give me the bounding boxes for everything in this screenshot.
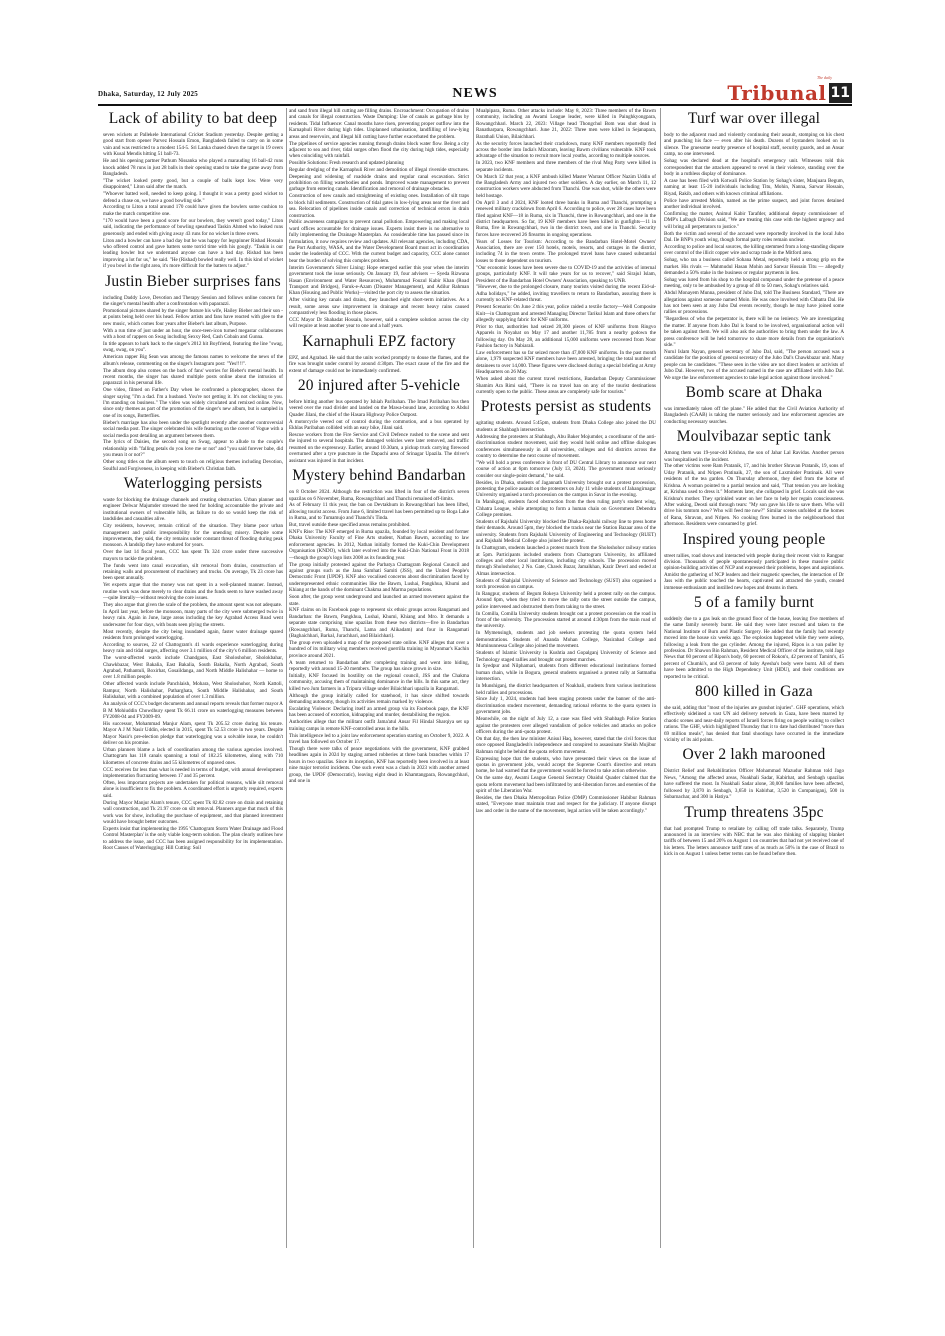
story-paragraph: Experts insist that implementing the 1995 'Chattogram Storm Water Drainage and Flood Control Masterplan' is the only viable long-term solution. The plan clearly outlines how to address the issue, and CCC has been assigned responsibility for its implementation. Root Causes of Waterlogging: Hill Cutting: Soil xyxy=(103,825,283,852)
news-story xyxy=(664,428,844,527)
story-paragraph: District Relief and Rehabilitation Officer Mohammad Mazudur Rahman told Jago News, "Among the affected areas, Noakhali Sadar, Kabirhat, and Senbagh upazilas have suffered the most. In Noakhali Sadar alone, 30,000 families have been affected, followed by 3,870 in Senbagh, 3,650 in Kabirhat, 3,520 in Companiganj, 500 in Subarnachar, and 300 in Hatiya." xyxy=(664,768,844,801)
news-story xyxy=(103,110,283,270)
story-paragraph: Rescue workers from the Fire Service and Civil Defence rushed to the scene and sent the injured to several hospitals. The damaged vehicles were later removed, and traffic resumed on the expressway. Earlier, around 10.30am, a pickup truck carrying firewood overturned after a tyre puncture in the Dapachi area of Srinagar Upazila. The driver's assistant was injured in that incident. xyxy=(289,432,469,464)
story-paragraph: The worst-affected wards include Chandgaon, East Sholoshohor, Sholokbahar, Chawkbazar, West Bakalia, East Bakalia, South Bakalia, North Agrabad, South Agrabad, Pathantuli, Boxirhat, Gosaildanga, and North Middle Halishahar — home to over 1.8 million people. xyxy=(103,655,283,681)
story-paragraph: In 2023, two KNF members and three members of the rival Mog Party were killed in separate incidents. xyxy=(476,160,656,173)
tribunal-logo xyxy=(727,75,852,105)
story-paragraph: waste for blocking the drainage channels and creating obstruction. Urban planner and engineer Delwar Majumder stressed the need for holding accountable the private and institutional owners of vulnerable hills, as failure to do so would keep the risk of landslides and casualties alive. xyxy=(103,497,283,523)
news-story xyxy=(289,333,469,374)
story-paragraph: Interim Government's Silver Lining: Hope emerged earlier this year when the interim government took the issue seriously. On January 19, four advisers — Syeda Rizwana Hasan (Environment and Water Resources), Muhammad Fouzul Kabir Khan (Road Transport and Bridges), Faruk-e-Azam (Disaster Management), and Adilur Rahman Khan (Housing and Public Works)—visited the port city to assess the situation. xyxy=(289,264,469,297)
edition-date: Dhaka, Saturday, 12 July 2025 xyxy=(98,90,199,98)
story-paragraph: EPZ, and Agrabad. He said that the units worked promptly to douse the flames, and the fire was brought under control by around 4:30pm. The exact cause of the fire and the extent of damage could not be immediately confirmed. xyxy=(289,354,469,374)
news-story xyxy=(103,475,283,851)
story-paragraph: Years of Losses for Tourism: According to the Bandarban Hotel-Motel Owners' Association, there are over 150 hotels, motels, resorts, and cottages in the district, including 74 in the town centre. The prolonged travel bans have caused substantial losses to those dependent on tourism. xyxy=(476,238,656,264)
news-story xyxy=(664,746,844,800)
story-paragraph: Over the last 14 fiscal years, CCC has spent Tk 324 crore under three successive mayors to tackle the problem. xyxy=(103,549,283,562)
news-story xyxy=(664,384,844,425)
story-paragraph: "The wicket looked pretty good, but a couple of balls kept low. Were very disappointed," Liton said after the match. xyxy=(103,177,283,191)
story-paragraph: Authorities allege that the militant outfit Jama'atul Ansar Fil Hindal Sharqiya set up training camps in remote KNF-controlled areas in the hills. xyxy=(289,719,469,732)
story-paragraph: Present Scenario: On June 2 this year, police raided a textile factory—Well Composite Knit—in Chattogram and arrested Managing Director Tarikul Islam and three others for allegedly supplying fabric for KNF uniforms. xyxy=(476,304,656,323)
story-paragraph: agitating students. Around 5:45pm, students from Dhaka College also joined the DU students at Shahbagh intersection. xyxy=(476,420,656,433)
story-paragraph: Regular dredging of the Karnaphuli River and demolition of illegal riverside structures. Deepening and widening of roadside drains and regular canal excavation. Strict prohibition on filling waterbodies and ponds. Improved waste management to prevent garbage from entering canals. Identification and removal of drainage obstacles. xyxy=(289,167,469,193)
story-paragraph: As the security forces launched their crackdown, many KNF members reportedly fled across the border into India's Mizoram, leaving Bawm civilians vulnerable. KNF took advantage of the situation to recruit more local youths, according to multiple sources. xyxy=(476,140,656,160)
story-paragraph: An analysis of CCC's budget documents and annual reports reveals that former mayor A B M Mohiuddin Chowdhury spent Tk 66.11 crore on waterlogging measures between FY2008-04 and FY2009-09. xyxy=(103,701,283,720)
story-paragraph: As of February 11 this year, the ban on Devtakhum in Rowangchhari has been lifted, allowing tourist access. From June 6, limited travel has been permitted up to Boga Lake in Ruma, and to Tumamujo and Thanchi's Tinda. xyxy=(289,502,469,522)
story-paragraph: body to the adjacent road and violently continuing their assault, stomping on his chest and punching his face — even after his death. Dozens of bystanders looked on in silence. The gruesome nearby presence of hospital staff, security guards, and an Ansar camp, no one intervened. xyxy=(664,132,844,158)
story-paragraph: After visiting key canals and drains, they launched eight short-term initiatives. As a result, some areas saw improvement in drainage and recent heavy rains caused comparatively less flooding in those places. xyxy=(289,297,469,317)
news-story xyxy=(476,108,656,395)
story-paragraph: Promotional pictures shared by the singer feature his wife, Hailey Bieber and their son - at points being held over his head. Fellow artists and fans have reacted with glee to the new music, which comes four years after Bieber's last album, Purpose. xyxy=(103,307,283,327)
story-paragraph: On that day, the then law minister Anisul Haq, however, stated that the civil forces that once opposed Bangladesh's independence and conspired to assassinate Sheikh Mujibur Rahman might be behind the quota reform movement. xyxy=(476,735,656,755)
story-paragraph: Among them was 19-year-old Krishna, the son of Jahar Lal Ravidas. Another person was hospitalised in the incident. xyxy=(664,450,844,463)
story-paragraph: Liton and a bowler can have a bad day but he was happy for legspinner Rishad Hossain who offered control and gave batters some torrid time with his googly. "Taskin is our leading bowler but we understand anyone can have a bad day. Rishad has been improving a lot for us," he said. "He (Rishad) bowled really well. In this kind of wicket if you bowl in the right area, it's more difficult for the batters to adjust." xyxy=(103,237,283,270)
story-paragraph: Prior to that, authorities had seized 20,300 pieces of KNF uniforms from Ringvo Apparels in Noyahat on May 17 and another 11,785 from a nearby godown the following day. On May 28, an additional 15,000 uniforms were recovered from Noor Fashion factory in Nabiarali. xyxy=(476,323,656,350)
news-story xyxy=(664,531,844,591)
column-2 xyxy=(289,108,469,1248)
story-paragraph: Sohag was declared dead at the hospital's emergency unit. Witnesses told this correspondent that the attackers appeared to revel in their violence, standing over the body in a ruthless display of dominance. xyxy=(664,158,844,177)
story-paragraph: The group even uploaded a map of the proposed state online. KNF alleges that over a hundred of its military wing members received guerrilla training in Myanmar's Kachin province around 2021. xyxy=(289,639,469,659)
story-paragraph: Initially, KNF focused its hostility on the regional council, JSS and the Chakma community, accusing them of maintaining dominance in the hills. In this same act, they killed two Jum farmers in a Tripura village under Bilaichhari upazila in Rangamati. xyxy=(289,672,469,692)
news-story xyxy=(289,377,469,464)
story-paragraph: In Rangpur, students of Begum Rokeya University held a protest rally on the campus. Around 6pm, when they tried to move the rally onto the street outside the campus, police intervened and obstructed them from taking to the street. xyxy=(476,590,656,610)
story-headline[interactable]: Turf war over illegal xyxy=(687,110,821,127)
story-paragraph: on 8 October 2024. Although the restriction was lifted in four of the district's seven upazilas on 6 November, Ruma, Rowangchhari and Thanchi remained off-limits. xyxy=(289,489,469,502)
story-paragraph: "Regardless of who the perpetrator is, there will be no leniency. We are investigating the matter. If anyone from Jubo Dal is found to be involved, organisational action will be taken against them. We will also ask the authorities to bring them under the law. A press conference will be held tomorrow to share more details from the organisation's side." xyxy=(664,316,844,348)
logo-tagline: The daily xyxy=(817,75,832,80)
story-paragraph: Other affected wards include Panchlaish, Mohara, West Sholoshohor, North Kattoli, Rampur, North Halishahar, Patharghata, South Middle Halishahar, and South Halishahar, with a combined population of over 1.3 million. xyxy=(103,681,283,701)
story-paragraph: Confirming the matter, Animul Kabir Tarafder, additional deputy commissioner of DMP's Lalbagh Division said, "We are treating this case with the highest urgency and will bring all perpetrators to justice." xyxy=(664,210,844,230)
story-paragraph: A case has been filed with Kotwali Police Station by Sohag's sister, Manjuara Begum, naming at least 15-20 individuals including Titu, Mohin, Nanna, Sarwar Hossain, Riyad, Rakib, and others with known criminal affiliations. xyxy=(664,177,844,197)
story-paragraph: Nurul Islam Nayan, general secretary of Jubo Dal, said, "The person accused was a candidate for the position of general secretary of the Jubo Dal's Chawkbazar unit. Many people can be candidates. "These seen in the video are not direct leaders or activists of Jubo Dal. However, two of the accused named in the case are affiliated with Jubo Dal. We urge the law enforcement agencies to take legal action against those involved." xyxy=(664,348,844,381)
column-rule xyxy=(473,108,474,1248)
story-paragraph: before hitting another bus operated by Ishiah Paribahan. The Imad Paribahan bus then veered over the road divider and landed on the Mawa-bound lane, according to Abdul Quader Jilani, the chief of the Hasara Highway Police Outpost. xyxy=(289,399,469,418)
story-paragraph: that had prompted Trump to retaliate by calling off trade talks. Separately, Trump announced in an interview with NBC that he was also thinking of slapping blanket tariffs of between 15 and 20% on August 1 on countries that had not yet received one of his letters. The letters announce tariff rates of as much as 50% in the case of Brazil to kick in on August 1 unless better terms can be found before then. xyxy=(664,825,844,858)
story-headline[interactable]: Inspired young people xyxy=(682,530,826,548)
story-paragraph: In Manikganj, students faced obstruction from the then ruling party's student wing, Chhatra League, while attempting to form a human chain on Government Debendra College premises. xyxy=(476,499,656,519)
section-title: NEWS xyxy=(452,86,498,101)
story-headline[interactable]: Bomb scare at Dhaka xyxy=(685,383,823,401)
story-headline[interactable]: Waterlogging persists xyxy=(123,475,263,492)
story-paragraph: On March 12 that year, a KNF ambush killed Master Warrant Officer Nazim Uddin of the Bangladesh Army and injured two other soldiers. A day earlier, on March 11, 12 construction workers were abducted from Thanchi. One was shot, while the others were held hostage. xyxy=(476,173,656,199)
column-rule xyxy=(286,108,287,1248)
story-paragraph: City residents, however, remain critical of the situation. They blame poor urban management and public irresponsibility for the unending misery. Despite some improvements, they said, the city remains under constant threat of flooding during peak monsoon. A landslip they have endured for years. xyxy=(103,523,283,549)
story-paragraph: Both the victim and several of the accused were reportedly involved in the local Jubo Dal. Ile BNP's youth wing, though formal party roles remain unclear. xyxy=(664,230,844,243)
story-paragraph: Since July 1, 2024, students had been staging protests under the banner of the anti-discrimination student movement, demanding rational reforms to the quota system in government jobs. xyxy=(476,696,656,716)
story-paragraph: Meanwhile, on the night of July 12, a case was filed with Shahbagh Police Station against the protesters over alleged vandalism of police vehicles and attacks on police officers during the anti-quota protest. xyxy=(476,716,656,735)
column-3 xyxy=(476,108,656,1248)
story-paragraph: she said, adding that "most of the injuries are gunshot injuries". GHF operations, which effectively sidelined a vast UN aid delivery network in Gaza, have been marred by chaotic scenes and near-daily reports of Israeli forces firing on people waiting to collect rations. The GHF, which highlighted Thursday that it to date had distributed "more than 69 million meals", has denied that fatal shootings have occurred in the immediate vicinity of its aid points. xyxy=(664,705,844,744)
story-paragraph: Most recently, despite the city being inundated again, faster water drainage spared residents from prolonged waterlogging. xyxy=(103,628,283,642)
story-paragraph: Yet experts argue that the money was not spent in a well-planned manner. Instead, routine work was done merely to clear drains and the funds seem to have washed away—quite literally—without resolving the core issues. xyxy=(103,582,283,602)
story-paragraph: Addressing the protesters at Shahbagh, Abu Baker Mojumder, a coordinator of the anti-discrimination student movement, said they would hold online and offline dialogues conferences simultaneously in all universities, colleges and 64 districts across the country to determine the next course of movement. xyxy=(476,433,656,459)
story-paragraph: "We will hold a press conference in front of DU Central Library to announce our next course of action at 6pm tomorrow (July 13, 2024). The government must seriously consider our single-point demand," he said. xyxy=(476,459,656,479)
story-paragraph: Police have arrested Mohin, named as the prime suspect, and joint forces detained another individual involved. xyxy=(664,197,844,210)
story-paragraph: Although the group initially called for statehood, it has since shifted towards demanding autonomy, though its activities remain marked by violence. xyxy=(289,692,469,706)
story-headline[interactable]: Karnaphuli EPZ factory xyxy=(302,332,456,350)
story-paragraph: The pipelines of service agencies running through drains block water flow. Being a city adjacent to sea and river, tidal surges often flood the city during high tides, especially when coinciding with rainfall. xyxy=(289,140,469,160)
story-headline[interactable]: 800 killed in Gaza xyxy=(695,683,813,701)
story-paragraph: In Mymensingh, students and job seekers protesting the quota system held demonstrations. Students of Ananda Mohan College, Nasirabad College and Muminunnessa College also joined the movement. xyxy=(476,630,656,650)
story-paragraph: "170 would have been a good score for our bowlers, they weren't good today," Liton said, indicating the performance of bowling spearhead Taskin Ahmed who leaked runs generously and ended with giving away 43 runs for no wicket in three overs. xyxy=(103,217,283,237)
logo-number: 11 xyxy=(830,85,850,101)
story-paragraph: "However, due to the prolonged closure, many tourists visited during the recent Eid-ul-Adha holidays," he added, inviting travellers to return to Bandarban, assuring there is currently no KNF-related threat. xyxy=(476,284,656,304)
story-paragraph: On April 3 and 4 2024, KNF looted three banks in Ruma and Thanchi, prompting a renewed military crackdown from April 6. According to police, over 28 cases have been filed against KNF—18 in Ruma, six in Thanchi, three in Rowangchhari, and one in the district headquarters. So far, 19 KNF members have been killed in gunfights—11 in Ruma, five in Rowangchhari, two in the district town, and one in Thanchi. Security forces have recovered 26 firearms in ongoing operations. xyxy=(476,199,656,238)
story-paragraph: street rallies, road shows and interacted with people during their recent visit to Rangpur division. Thousands of people spontaneously participated in these massive public opinion-building activities of NCP and expressed their problems, hopes and aspirations. Amidst the gathering of NCP leaders and their magnetic speeches, the interaction of Dr Jass with the public touched the hearts, captivated and attracted the youth, created immense enthusiasm and instilled new hopes and dreams in them. xyxy=(664,552,844,591)
story-paragraph: Urban planners blame a lack of coordination among the various agencies involved. Chattogram has 118 canals spanning a total of 182.25 kilometres, along with 710 kilometres of concrete drains and 55 kilometres of unpaved ones. xyxy=(103,746,283,766)
news-story xyxy=(476,398,656,814)
story-paragraph: In Chattogram, students launched a protest march from the Sholoshohor railway station at 5pm. Participants included students from Chattogram University, its affiliated colleges and other local institutions, including city schools. The procession moved through Sholoshohor, 2 No. Gate, Chawk Bazar, Jamalkhan, Kazir Dewri and ended at Almas intersection. xyxy=(476,545,656,577)
story-paragraph: Law enforcement has so far seized more than 47,000 KNF uniforms. In the past month alone, 1,979 suspected KNF members have been arrested, bringing the total number of detainees to over 14,000. These figures were disclosed during a special briefing at Army Headquarters on 26 May. xyxy=(476,350,656,376)
story-paragraph: CCC Mayor Dr Shahadat Hossain, however, said a complete solution across the city will require at least another year to one and a half years. xyxy=(289,317,469,330)
story-paragraph: The funds went into canal excavation, silt removal from drains, construction of retaining walls and procurement of machinery and trucks. On average, Tk 23 crore has been spent annually. xyxy=(103,562,283,582)
story-paragraph: Escalating Violence: Declaring itself an armed group via its Facebook page, the KNF has been accused of extortion, kidnapping and murder, destabilising the region. xyxy=(289,706,469,719)
story-paragraph: But, travel outside these specified areas remains prohibited. xyxy=(289,522,411,529)
story-paragraph: Besides, in Dhaka, students of Jagannath University brought out a protest procession, protesting the police assault on the protesters on July 11 while students of Jahangirnagar University organised a torch procession on the campus in Savar in the evening. xyxy=(476,479,656,499)
logo-word: Tribunal xyxy=(727,81,827,105)
story-paragraph: Construction of new canals and straightening of existing ones. Installation of silt traps to block hill sediments. Construction of tidal gates in low-lying areas near the river and sea. Relocation of pipelines inside canals and correction of technical errors in drain construction. xyxy=(289,193,469,219)
story-paragraph: Sohag, who ran a business called Sohana Metal, reportedly held a strong grip on the market. His rivals — Mahmudul Hasan Mohin and Sarwar Hossain Titu — allegedly demanded a 50% stake in the business or regular payments in lieu. xyxy=(664,257,844,277)
story-paragraph: Students of Rajshahi University blocked the Dhaka-Rajshahi railway line to press home their demands. Around 5pm, they blocked the tracks near the Station Bazaar area of the university. Students from Rajshahi University of Engineering and Technology (RUET) and Rajshahi Medical College also joined the protest. xyxy=(476,518,656,545)
story-paragraph: He and his opening partner Pathum Nissanka who played a marauding 16 ball-42 runs knock added 78 runs in just 28 balls in their opening stand to take the game away from Bangladesh. xyxy=(103,158,283,177)
story-paragraph: Students of Shahjalal University of Science and Technology (SUST) also organised a torch procession on campus. xyxy=(476,577,656,591)
story-headline[interactable]: 5 of a family burnt xyxy=(693,593,815,611)
story-paragraph: On the same day, Awami League General Secretary Obaidul Quader claimed that the quota reform movement had been infiltrated by anti-liberation forces and enemies of the spirit of the Liberation War. xyxy=(476,775,656,795)
story-paragraph: Though there were talks of peace negotiations with the government, KNF grabbed headlines again in 2024 by staging armed robberies at three bank branches within 17 hours in two upazilas. Since its inception, KNF has reportedly been involved in at least nine major terrorist incidents. One such event was a clash in 2023 with another armed group, the UPDF (Democratic), leaving eight dead in Khamtangpara, Rowangchhari, and one in xyxy=(289,745,469,784)
story-paragraph: According to Liton a total around 170 could have given the bowlers some cushion to make the match competitive one. xyxy=(103,204,283,217)
story-paragraph: Public awareness campaigns to prevent canal pollution. Empowering and making local ward offices accountable for drainage issues. Experts insist there is no alternative to fully implementing the Drainage Masterplan. As considerable time has passed since its formulation, it now requires review and updates. All relevant agencies, including CDA, the Port Authority, WASA, and the Water Development Board must act in coordination under the leadership of CCC. With the current budget and capacity, CCC alone cannot bear the burden of solving this complex problem. xyxy=(289,219,469,264)
story-paragraph: In Munshiganj, the district headquarters of Noakhali, students from various institutions held rallies and processions. xyxy=(476,683,656,696)
story-paragraph: Sohag was lured from his shop to the hospital compound under the pretense of a peace meeting, only to be ambushed by a group of 40 to 50 men, Sohag's relatives said. xyxy=(664,276,844,290)
story-paragraph: Often, less important projects are undertaken for political reasons, while silt removal alone is insufficient to fix the problem. A coordinated effort is urgently required, experts said. xyxy=(103,779,283,799)
news-story xyxy=(289,108,469,330)
story-paragraph: Bieber's marriage has also been under the spotlight recently after another controversial social media post. The singer celebrated his wife featuring on the cover of Vogue with a social media post detailing an argument between them. xyxy=(103,419,283,439)
story-paragraph: "Our economic losses have been severe due to COVID-19 and the activities of internal groups, particularly KNF. It will take years for us to recover," said Sirajul Islam, President of the Bandarban Hotel Owners' Association, speaking to UNB. xyxy=(476,264,656,284)
story-paragraph: was immediately taken off the plane." He added that the Civil Aviation Authority of Bangladesh (CAAB) is taking the matter seriously and law enforcement agencies are conducting necessary searches. xyxy=(664,405,844,425)
story-headline[interactable]: Lack of ability to bat deep xyxy=(108,110,278,127)
story-paragraph: The album drop also comes on the back of fans' worries for Bieber's mental health. In recent months, the singer has shared multiple posts online about the intrusion of paparazzi in his personal life. xyxy=(103,367,283,387)
news-story xyxy=(664,683,844,743)
story-paragraph: A motorcycle veered out of control during the commotion, and a bus operated by Ekhlas Paribahan collided with an easy bike, Jilani said. xyxy=(289,418,469,432)
news-story xyxy=(664,804,844,858)
story-paragraph: Students of Islamic University in Kushtia and Gopalganj University of Science and Technology staged rallies and brought out protest marches. xyxy=(476,650,656,663)
story-paragraph: KNF claims on its Facebook page to represent six ethnic groups across Rangamati and Bandarban: the Bawm, Pangkhua, Lushai, Khumi, Khiang and Mro. It demands a separate state comprising nine upazilas from these two districts—five in Bandarban (Rowangchhari, Ruma, Thanchi, Lama and Alikadam) and four in Rangamati (Baghaichhari, Barkal, Jurachhari, and Bilaichhari). xyxy=(289,607,469,640)
story-paragraph: American rapper Big Sean was among the famous names to welcome the news of the album's release, commenting on the singer's Instagram post: "Yes!!!!". xyxy=(103,354,283,367)
story-paragraph: Expressing hope that the students, who have presented their views on the issue of quotas in government jobs, would accept the Supreme Court's directive and return home, he had warned that the government would be forced to take action otherwise. xyxy=(476,755,656,775)
story-headline[interactable]: Justin Bieber surprises fans xyxy=(105,272,281,290)
story-paragraph: Mualpipara, Ruma. Other attacks include: May 8, 2023: Three members of the Bawm community, including an Awami League leader, were killed in Painghkyongpara, Rowangchhari. March 22, 2023: Village head Thongchul Bom was shot dead in Ranatharpara, Rowangchhari. June 21, 2022: Three men were killed in Sejanapara, Barathali Union, Bilaichhari. xyxy=(476,108,656,140)
story-paragraph: Other song titles on the album seem to touch on religious themes including Devotion, Soulful and Forgiveness, in keeping with Bieber's Christian faith. xyxy=(103,459,283,472)
story-paragraph: With a run time of just under an hour, the once-teen-icon turned megastar collaborates with a host of rappers on Swag including Sexxy Red, Cash Cobain and Gunna. xyxy=(103,327,283,340)
story-paragraph: According to police and local sources, the killing stemmed from a long-standing dispute over control of the illicit copper wire and scrap trade in the Mitford area. xyxy=(664,243,844,257)
story-paragraph: and sand from illegal hill cutting are filling drains. Encroachment: Occupation of drains and canals for illegal construction. Waste Dumping: Use of canals as garbage bins by residents. Tidal Influence: Canal mouths have risen, preventing proper outflow into the Karnaphuli River during high tides. Unplanned urbanisation, landfilling of low-lying areas and reservoirs, and illegal hill cutting have further exacerbated the problem. xyxy=(289,108,469,140)
column-4 xyxy=(664,108,844,1248)
story-headline[interactable]: Trump threatens 35pc xyxy=(684,803,824,821)
story-paragraph: In Syedpur and Nilphamari, students from different educational institutions formed human chain, while in Bogura, general students organised a protest rally at Satmatha intersection. xyxy=(476,663,656,683)
story-paragraph: In April last year, before the monsoon, many parts of the city were submerged twice in heavy rain. Again in June, large areas including the key Agrabad Access Road went underwater for four days, with boats seen plying the streets. xyxy=(103,608,283,628)
story-paragraph: They also argue that given the scale of the problem, the amount spent was not adequate. xyxy=(103,602,283,608)
story-paragraph: "Whoever batted well, needed to keep going. I thought it was a pretty good wicket to defend a chase on, we have a good bowling side." xyxy=(103,191,283,204)
story-paragraph: KNF's Rise: The KNF emerged in Ruma upazila, founded by local resident and former Dhaka University Faculty of Fine Arts student, Nathan Bawm, according to law enforcement agencies. In 2012, Nathan initially formed the Kuki-Chin Development Organisation (KNDO), which later evolved into the Kuki-Chin National Front in 2018—though the group's logo lists 2008 as its founding year. xyxy=(289,529,469,561)
news-story xyxy=(664,594,844,680)
story-paragraph: In Comilla, Comilla University students brought out a protest procession on the road in front of the university. The procession started at around 4:30pm from the main road of the university. xyxy=(476,610,656,630)
story-paragraph: According to sources, 22 of Chattogram's 41 wards experience waterlogging during heavy rain and tidal surges, affecting over 3.1 million of the city's 6 million residents. xyxy=(103,641,283,655)
story-paragraph: This intelligence led to a joint law enforcement operation starting on October 9, 2022. A travel ban followed on October 17. xyxy=(289,732,469,746)
story-paragraph: including Daddy Love, Devotion and Therapy Session and follows online concern for the singer's mental health after a confrontation with paparazzi. xyxy=(103,294,283,307)
story-headline[interactable]: Protests persist as students xyxy=(480,398,652,416)
story-paragraph: Soon after, the group went underground and launched an armed movement against the state. xyxy=(289,594,469,607)
story-paragraph: In title appears to hark back to the singer's 2012 hit Boyfriend, featuring the line "swag, swag, swag, on you". xyxy=(103,340,283,354)
masthead xyxy=(98,75,852,106)
story-headline[interactable]: 20 injured after 5-vehicle xyxy=(297,377,461,395)
column-1 xyxy=(103,108,283,1248)
story-paragraph: His successor, Mohammad Manjur Alam, spent Tk 205.52 crore during his tenure. Mayor A J M Nasir Uddin, elected in 2015, spent Tk 52.53 crore in two years. Despite Mayor Nasir's pre-election pledge that waterlogging was a solvable issue, he couldn't deliver on his promise. xyxy=(103,720,283,747)
story-paragraph: The lyrics of Daisies, the second song on Swag, appear to allude to the couple's relationship with "falling petals do you love me or not" and "you said forever babe, did you mean it or not?" xyxy=(103,439,283,459)
story-headline[interactable]: Over 2 lakh marooned xyxy=(682,746,826,764)
story-paragraph: Abdul Monayem Munna, president of Jubo Dal, told The Business Standard, "There are allegations against someone named Moin. He was once involved with Chhatra Dal. He has not been seen at any Jubo Dal events recently, though he may have joined some rallies or processions. xyxy=(664,290,844,316)
story-paragraph: During Mayor Manjur Alam's tenure, CCC spent Tk 82.82 crore on drain and retaining wall construction, and Tk 21.97 crore on silt removal. Planners argue that much of this work was for show, including the purchase of equipment, and that planned investment would have brought better outcomes. xyxy=(103,799,283,825)
story-paragraph: CCC receives far less than what is needed in terms of budget, with annual development implementation fluctuating between 17 and 35 percent. xyxy=(103,766,283,780)
story-paragraph: A team returned to Bandarban after completing training and went into hiding, reportedly with around 15-20 members. The group has since grown in size. xyxy=(289,659,469,673)
story-paragraph: suddenly due to a gas leak on the ground floor of the house, leaving five members of the same family severely burnt. He said they were later rescued and taken to the National Institute of Burn and Plastic Surgery. He added that the family had recently moved into the house six weeks ago. The explosion happened while they were asleep, following a leak from the gas cylinder. Among the injured, Ripon is a van puller by profession. Dr Shawon Bin Rahman, Resident Medical Officer of the institute, told Jago News that 60 percent of Ripon's body, 60 percent of Rokon's, 42 percent of Tamim's, 45 percent of Chumki's, and 63 percent of baby Ayesha's body were burnt. All of them have been admitted to the High Dependency Unit (HDU), and their conditions are reported to be critical. xyxy=(664,615,844,680)
story-paragraph: Besides, the then Dhaka Metropolitan Police (DMP) Commissioner Habibur Rahman stated, "Everyone must maintain trust and respect for the judiciary. If anyone disrupt law and order in the name of the movement, legal action will be taken accordingly." xyxy=(476,795,656,814)
story-paragraph: seven wickets at Pallekele International Cricket Stadium yesterday. Despite getting a good start from opener Parvez Hossain Emon, Bangladesh failed to carry on in some vain and was restricted to a modest 154-5. Sri Lanka chased down the target in 19 overs with Kusal Mendis hitting 51 ball-73. xyxy=(103,132,283,158)
story-headline[interactable]: Mystery behind Bandarban xyxy=(292,467,466,485)
story-headline[interactable]: Moulvibazar septic tank xyxy=(676,428,832,446)
news-story xyxy=(664,110,844,381)
story-paragraph: The group initially protested against the Parbatya Chattagram Regional Council and against groups such as the Jana Samhati Samiti (JSS), and the United People's Democratic Front (UPDF). KNF also vocalised concerns about discrimination faced by underrepresented ethnic communities like the Bawm, Lushai, Pangkhua, Khumi and Khiang at the hands of the dominant Chakma and Marma populations. xyxy=(289,561,469,594)
news-story xyxy=(103,273,283,472)
story-paragraph: One video, filmed on Father's Day when he confronted a photographer, shows the singer saying "I'm a dad. I'm a husband. You're not getting it. It's not clocking to you. I'm standing on business." The video was widely circulated and remixed online. Now, since only themes as part of the promotion of the singer's new album, but is sampled in one of its songs, Butterflies. xyxy=(103,387,283,419)
column-rule xyxy=(660,108,661,1248)
story-paragraph: When asked about the current travel restrictions, Bandarban Deputy Commissioner Shamim Ara Rimi said, "There is no travel ban on any of the tourist destinations currently open to the public. These areas are completely safe for tourists." xyxy=(476,376,656,395)
news-story xyxy=(289,467,469,784)
story-paragraph: Possible Solutions: Fresh research and updated planning xyxy=(289,160,404,167)
story-paragraph: The other victims were Ram Pratanik, 17, and his brother Shravan Pratanik, 19, sons of Uday Pratanik, and Nripen Pratinaik, 27, the son of Laxminder Pratinaik. All were residents of the tea garden. On Thursday afternoon, they died from the home of Krishna. A woman pointed to a partial tension and said, "That tension you are looking at, Krishna used to dress it." Moments later, she collapsed in grief. Locals said she was Krishna's mother. They sprinkled water on her face to help her regain consciousness. After waking, Deosti said through tears: "My son gave his life to save them. Who will drive his tomtom now? Who will feed me now?" Similar scenes unfolded at the homes of Rana, Shravan, and Nripen. No cooking fires burned in the neighbourhood that afternoon. Residents were consumed by grief. xyxy=(664,463,844,528)
